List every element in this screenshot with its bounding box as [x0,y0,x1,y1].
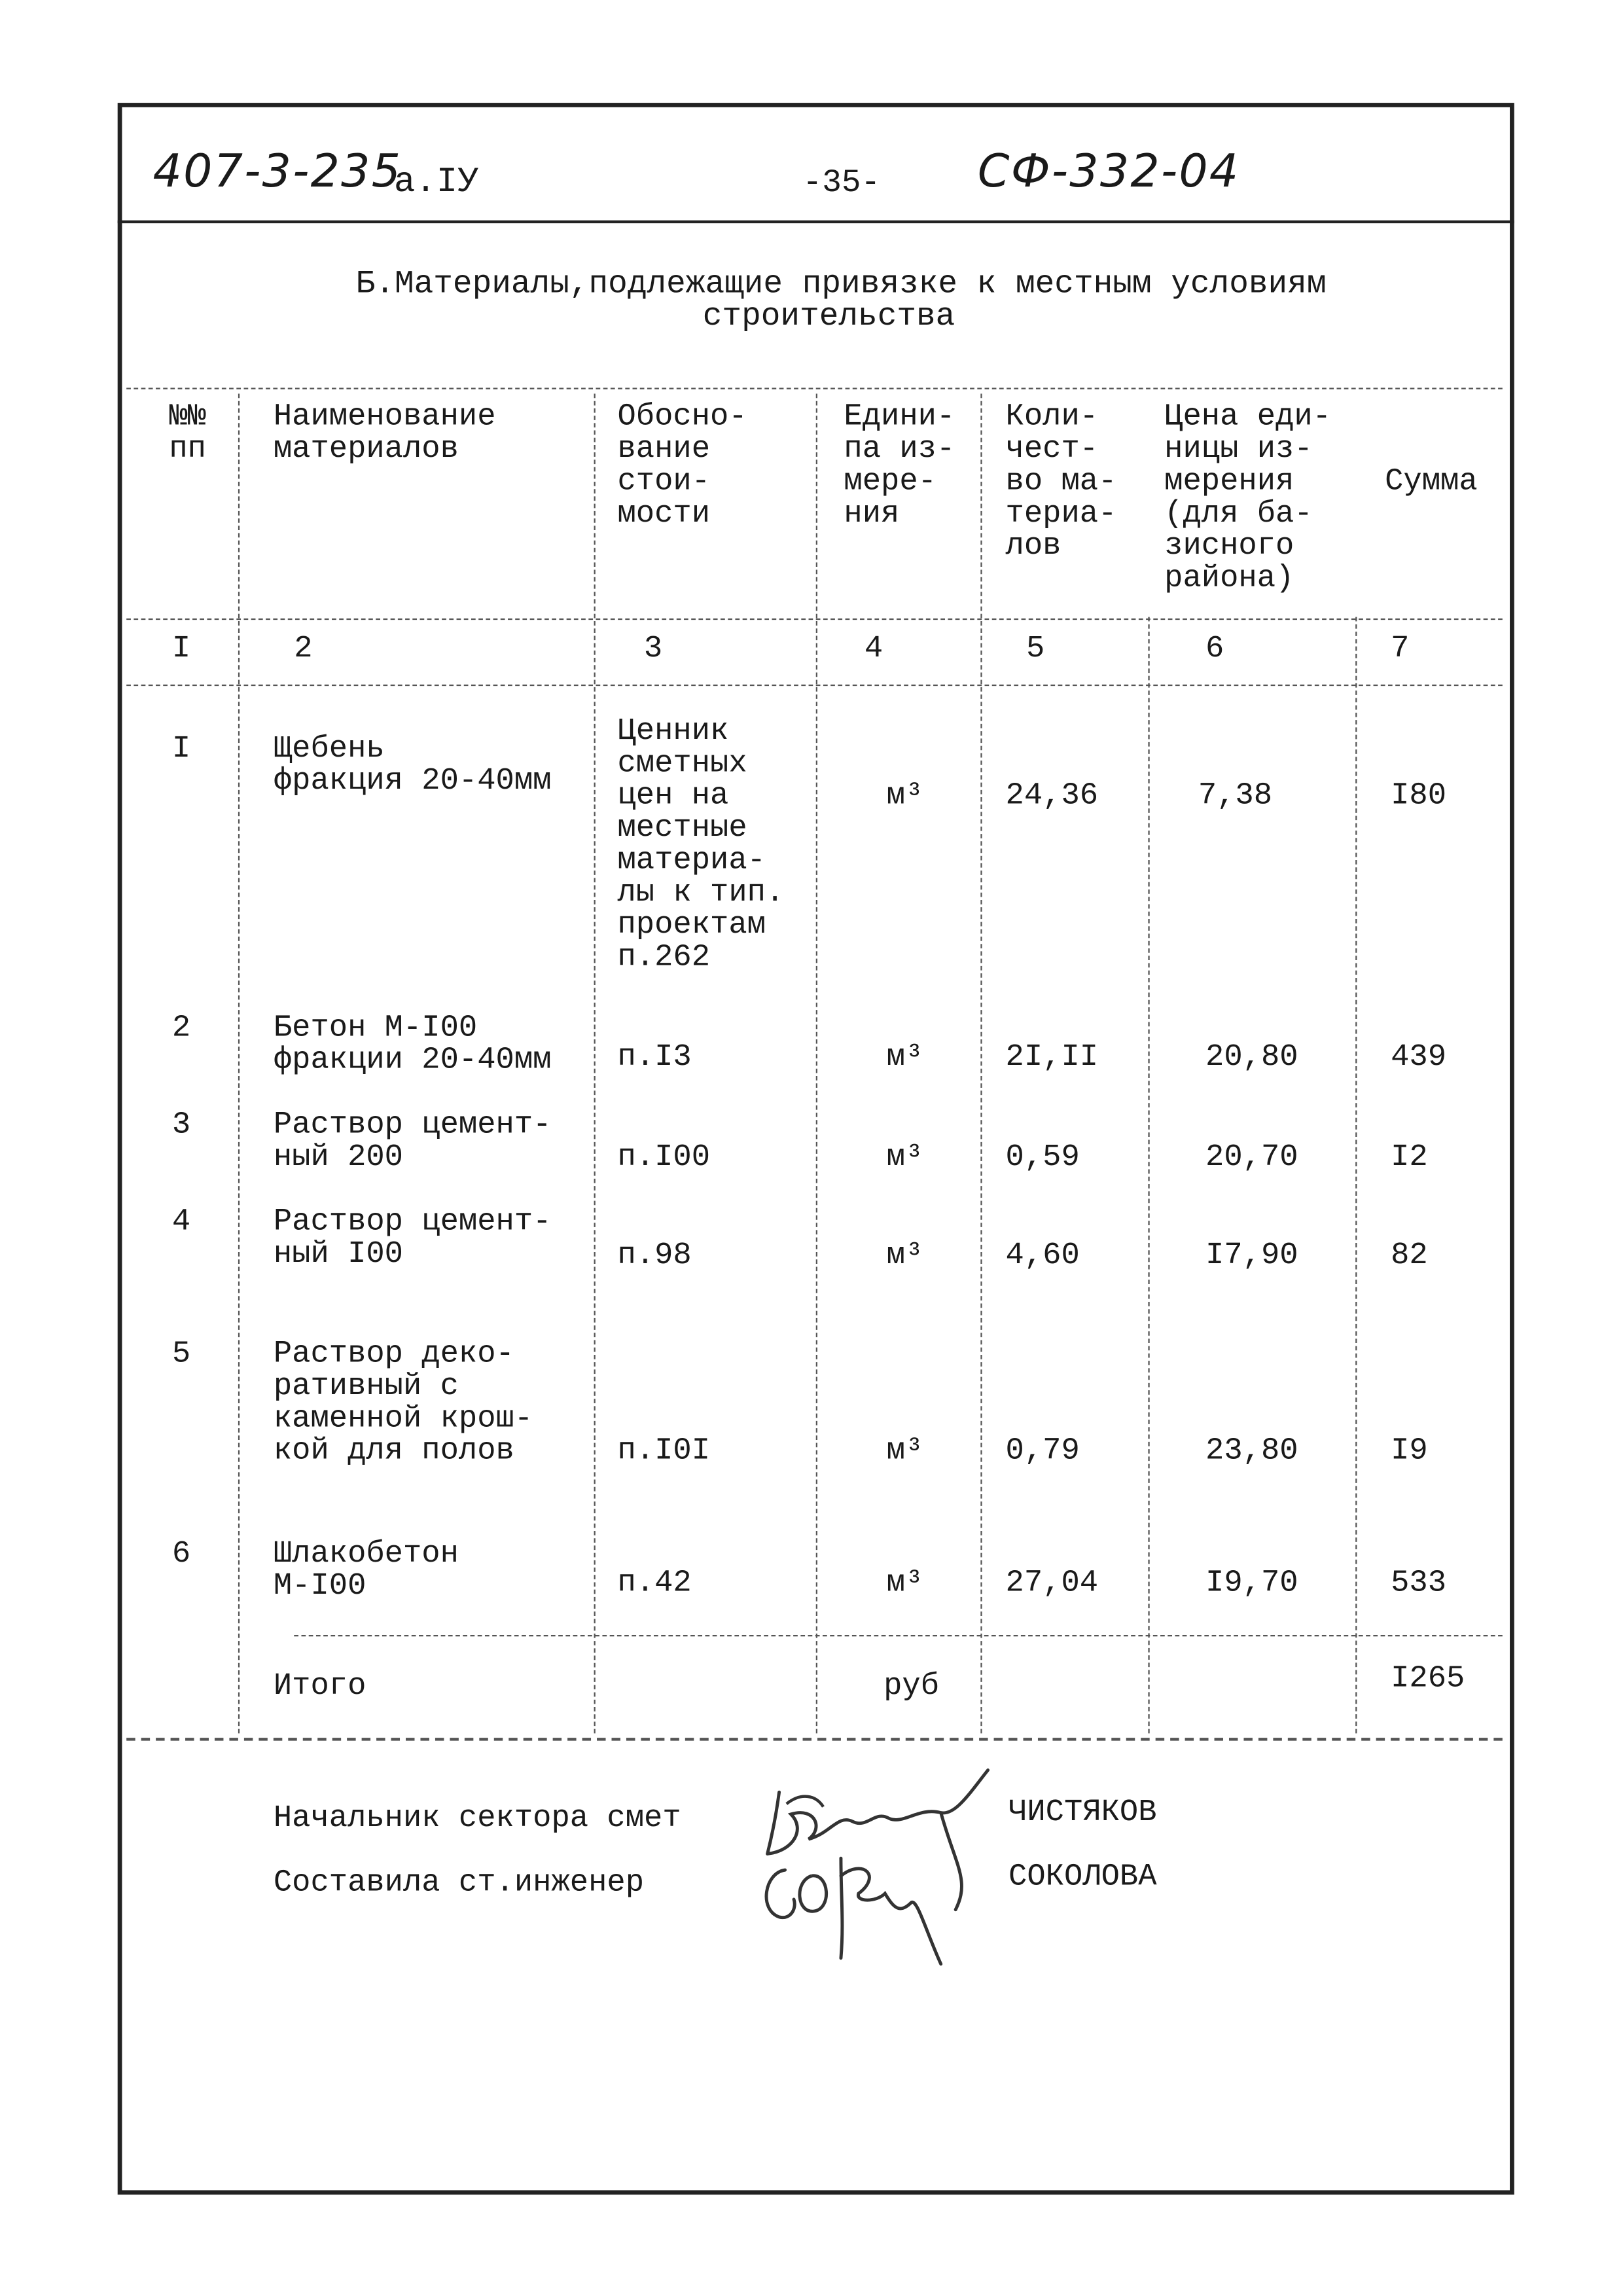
row-sum: 439 [1391,1041,1447,1075]
header-sum: Сумма [1385,465,1478,500]
row-sum: I80 [1391,780,1447,814]
row-unit: м³ [886,1041,924,1075]
row-name: Щебень фракция 20-40мм [273,732,552,799]
signature-name-1: ЧИСТЯКОВ [1008,1796,1157,1831]
row-basis: Ценник сметных цен на местные материа- лы к тип. проектам п.262 [617,715,785,976]
row-price: 20,70 [1205,1141,1298,1175]
colnum-7: 7 [1391,633,1410,667]
row-num: 4 [171,1206,191,1240]
section-title-line1: Б.Материалы,подлежащие привязке к местным условиям [355,266,1327,303]
row-sum: 533 [1391,1567,1447,1602]
row-sum: I2 [1391,1141,1428,1175]
row-price: I7,90 [1205,1240,1298,1274]
header-divider [118,221,1514,223]
row-qty: 0,79 [1005,1435,1080,1469]
row-num: 3 [171,1109,191,1143]
colnum-2: 2 [294,633,313,667]
signature-role-2: Составила ст.инженер [273,1867,645,1901]
row-basis: п.I00 [617,1141,711,1175]
row-basis: п.I0I [617,1435,711,1469]
colnum-4: 4 [864,633,883,667]
row-num: I [171,732,191,767]
row-basis: п.42 [617,1567,692,1602]
row-qty: 4,60 [1005,1240,1080,1274]
row-basis: п.98 [617,1240,692,1274]
page-number: -35- [802,164,881,202]
colnum-1: I [171,633,191,667]
doc-code: 407-3-235 [152,145,402,198]
colnum-5: 5 [1026,633,1045,667]
row-unit: м³ [886,1240,924,1274]
row-price: 7,38 [1198,780,1273,814]
row-unit: м³ [886,780,924,814]
total-label: Итого [273,1670,366,1704]
row-num: 2 [171,1012,191,1047]
album-label: а.IУ [394,163,479,203]
row-price: 23,80 [1205,1435,1298,1469]
row-sum: I9 [1391,1435,1428,1469]
row-num: 5 [171,1338,191,1372]
row-qty: 27,04 [1005,1567,1099,1602]
total-unit: руб [883,1670,940,1704]
row-name: Бетон М-I00 фракции 20-40мм [273,1012,552,1079]
colnum-6: 6 [1205,633,1224,667]
section-title-line2: строительства [702,298,955,335]
row-qty: 24,36 [1005,780,1099,814]
row-price: I9,70 [1205,1567,1298,1602]
sheet-code: СФ-332-04 [977,145,1240,198]
row-qty: 0,59 [1005,1141,1080,1175]
header-name: Наименование материалов [273,401,496,467]
colnum-3: 3 [643,633,663,667]
header-basis: Обосно- вание стои- мости [617,401,747,532]
signature-name-2: СОКОЛОВА [1008,1861,1157,1895]
row-basis: п.I3 [617,1041,692,1075]
row-qty: 2I,II [1005,1041,1099,1075]
signature-scribble-2 [753,1844,973,1990]
row-name: Раствор цемент- ный 200 [273,1109,552,1175]
row-name: Раствор деко- ративный с каменной крош- кой для полов [273,1338,533,1469]
header-unit: Едини- па из- мере- ния [844,401,955,532]
row-name: Шлакобетон М-I00 [273,1537,459,1604]
row-unit: м³ [886,1141,924,1175]
signature-role-1: Начальник сектора смет [273,1802,681,1837]
total-sum: I265 [1391,1662,1465,1697]
header-num: №№ пп [169,401,206,467]
header-price: Цена еди- ницы из- мерения (для ба- зисного района) [1164,401,1331,597]
row-unit: м³ [886,1567,924,1602]
row-sum: 82 [1391,1240,1428,1274]
header-qty: Коли- чест- во ма- териа- лов [1005,401,1117,564]
row-num: 6 [171,1537,191,1572]
row-name: Раствор цемент- ный I00 [273,1206,552,1272]
row-unit: м³ [886,1435,924,1469]
row-price: 20,80 [1205,1041,1298,1075]
